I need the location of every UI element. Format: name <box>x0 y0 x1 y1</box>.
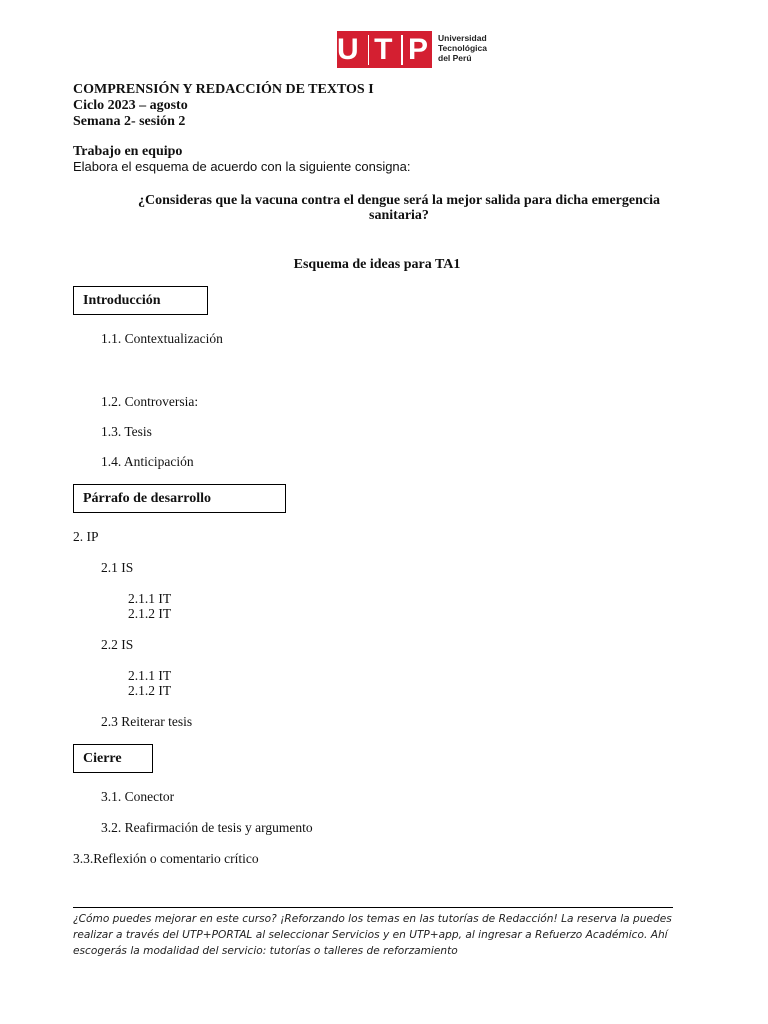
cycle-label: Ciclo 2023 – agosto <box>73 98 188 113</box>
intro-item-thesis: 1.3. Tesis <box>101 424 152 439</box>
closing-item-reaffirmation: 3.2. Reafirmación de tesis y argumento <box>101 820 313 835</box>
intro-item-anticipation: 1.4. Anticipación <box>101 454 194 469</box>
footer-line-2: realizar a través del UTP+PORTAL al seleccionar Servicios y en UTP+app, al ingresar a Refuerzo Académico. Ahí <box>73 929 668 941</box>
logo-separator <box>401 35 402 65</box>
logo-university-name <box>438 33 487 63</box>
logo-letter-u: U <box>337 32 363 66</box>
logo-letter-t: T <box>374 32 397 66</box>
task-title: Trabajo en equipo <box>73 144 183 159</box>
closing-item-reflection: 3.3.Reflexión o comentario crítico <box>73 851 259 866</box>
closing-item-connector: 3.1. Conector <box>101 789 175 804</box>
week-label: Semana 2- sesión 2 <box>73 114 186 129</box>
development-ip: 2. IP <box>73 529 99 544</box>
development-is-1: 2.1 IS <box>101 560 134 575</box>
development-reiterate-thesis: 2.3 Reiterar tesis <box>101 714 193 729</box>
course-title: COMPRENSIÓN Y REDACCIÓN DE TEXTOS I <box>73 82 374 97</box>
question-line-2: sanitaria? <box>369 208 429 223</box>
intro-heading: Introducción <box>83 293 161 308</box>
development-is2-it-1: 2.1.1 IT <box>128 668 172 683</box>
logo-line-3: del Perú <box>438 53 472 63</box>
task-instruction: Elabora el esquema de acuerdo con la siguiente consigna: <box>73 159 411 174</box>
development-is1-it-1: 2.1.1 IT <box>128 591 172 606</box>
development-is-2: 2.2 IS <box>101 637 134 652</box>
scheme-title: Esquema de ideas para TA1 <box>293 257 461 272</box>
footer-line-3: escogerás la modalidad del servicio: tutorías o talleres de reforzamiento <box>73 945 458 957</box>
development-is2-it-2: 2.1.2 IT <box>128 683 172 698</box>
intro-item-controversy: 1.2. Controversia: <box>101 394 199 409</box>
footer-line-1: ¿Cómo puedes mejorar en este curso? ¡Reforzando los temas en las tutorías de Redacción! La reserva la puedes <box>73 913 672 925</box>
footer-divider <box>73 907 673 908</box>
footer-note <box>73 911 683 959</box>
intro-item-contextualization: 1.1. Contextualización <box>101 331 223 346</box>
logo-line-2: Tecnológica <box>438 43 487 53</box>
logo-separator <box>368 35 369 65</box>
question-line-1: ¿Consideras que la vacuna contra el dengue será la mejor salida para dicha emergencia <box>138 193 660 208</box>
development-heading: Párrafo de desarrollo <box>83 491 212 506</box>
development-is1-it-2: 2.1.2 IT <box>128 606 172 621</box>
closing-heading: Cierre <box>83 751 122 766</box>
development-heading-box <box>73 484 286 513</box>
logo-letter-p: P <box>407 32 432 66</box>
intro-heading-box <box>73 286 208 315</box>
logo-line-1: Universidad <box>438 33 487 43</box>
utp-logo <box>337 31 432 68</box>
closing-heading-box <box>73 744 153 773</box>
